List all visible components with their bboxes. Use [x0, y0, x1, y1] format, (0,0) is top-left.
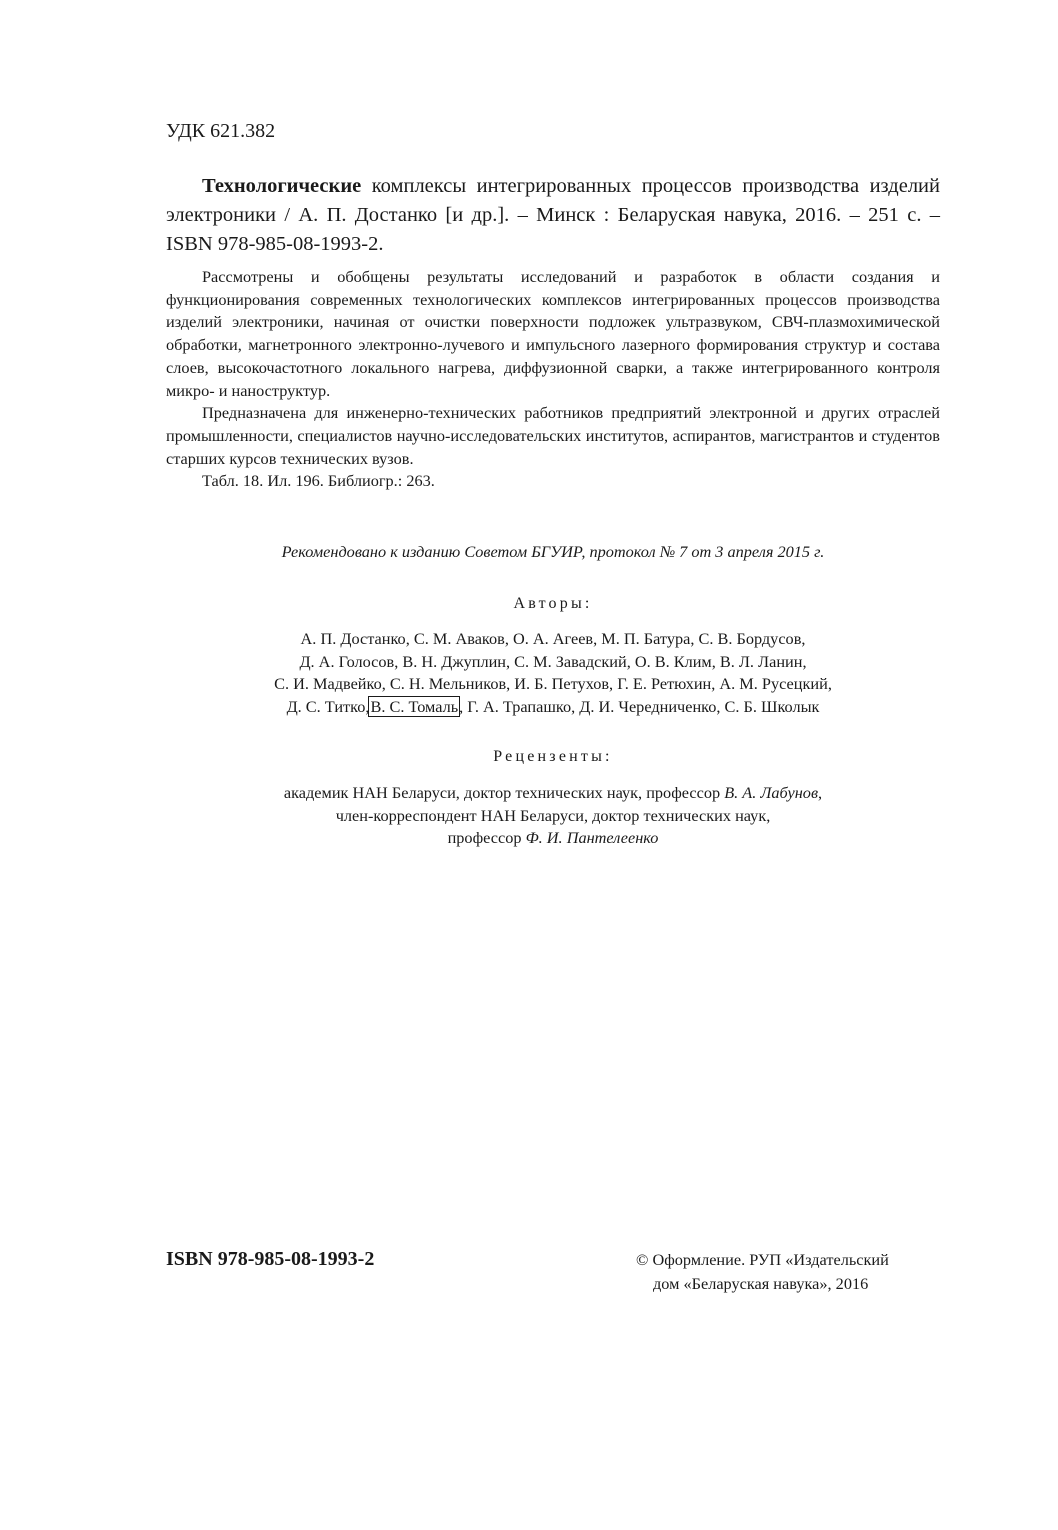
- reviewer-line: член-корреспондент НАН Беларуси, доктор технических наук,: [335, 805, 771, 825]
- udc-code: УДК 621.382: [166, 120, 276, 142]
- reviewers-list: [166, 782, 940, 850]
- reviewer-title: профессор: [447, 828, 526, 848]
- reviewer-line: [166, 782, 940, 805]
- abstract-paragraph-description: Рассмотрены и обобщены результаты исследований и разработок в области создания и функционирования современных технологических комплексов интегрированных процессов производства изделий электроники, начиная от очистки поверхности подложек ультразвуком, СВЧ-плазмохимической обработки, магнетронного электронно-лучевого и импульсного лазерного формирования структур и состава слоев, высокочастотного локального нагрева, диффузионной сварки, а также интегрированного контроля микро- и наноструктур.: [166, 267, 940, 400]
- reviewers-heading: Рецензенты:: [493, 748, 613, 765]
- authors-line: Д. А. Голосов, В. Н. Джуплин, С. М. Завадский, О. В. Клим, В. Л. Ланин,: [299, 651, 807, 671]
- reviewer-line: [166, 827, 940, 850]
- reviewer-title: академик НАН Беларуси, доктор технических наук, профессор: [283, 783, 725, 802]
- authors-line: [166, 696, 940, 719]
- bibliographic-citation: [166, 172, 940, 259]
- reviewer-punct: ,: [818, 783, 823, 802]
- copyright-line: © Оформление. РУП «Издательский: [636, 1250, 889, 1269]
- authors-line: С. И. Мадвейко, С. Н. Мельников, И. Б. Петухов, Г. Е. Ретюхин, А. М. Русецкий,: [274, 674, 832, 694]
- highlighted-author-box: В. С. Томаль: [370, 697, 459, 717]
- isbn: ISBN 978-985-08-1993-2: [166, 1248, 375, 1270]
- citation-details: комплексы интегрированных процессов производства изделий электроники / А. П. Достанко [и др.]. – Минск : Беларуская навука, 2016. – 251 с. – ISBN 978-985-08-1993-2.: [166, 175, 940, 255]
- copyright-line: дом «Беларуская навука», 2016: [653, 1274, 869, 1293]
- authors-list: [166, 628, 940, 719]
- authors-remaining: , Г. А. Трапашко, Д. И. Чередниченко, С. Б. Школык: [459, 697, 820, 717]
- author-titko: Д. С. Титко,: [286, 697, 370, 717]
- reviewer-name: Ф. И. Пантелеенко: [525, 828, 659, 848]
- reviewer-name: В. А. Лабунов: [724, 783, 819, 802]
- abstract-paragraph-audience: Предназначена для инженерно-технических работников предприятий электронной и других отраслей промышленности, специалистов научно-исследовательских институтов, аспирантов, магистрантов и студентов старших курсов технических вузов.: [166, 403, 940, 468]
- copyright-notice: [636, 1248, 956, 1296]
- authors-heading: Авторы:: [513, 595, 593, 612]
- abstract-paragraph-stats: Табл. 18. Ил. 196. Библиогр.: 263.: [202, 471, 435, 491]
- citation-title-bold: Технологические: [202, 175, 362, 197]
- recommendation-note: Рекомендовано к изданию Советом БГУИР, протокол № 7 от 3 апреля 2015 г.: [281, 542, 825, 561]
- abstract: [166, 266, 940, 493]
- authors-line: А. П. Достанко, С. М. Аваков, О. А. Агеев, М. П. Батура, С. В. Бордусов,: [300, 629, 806, 648]
